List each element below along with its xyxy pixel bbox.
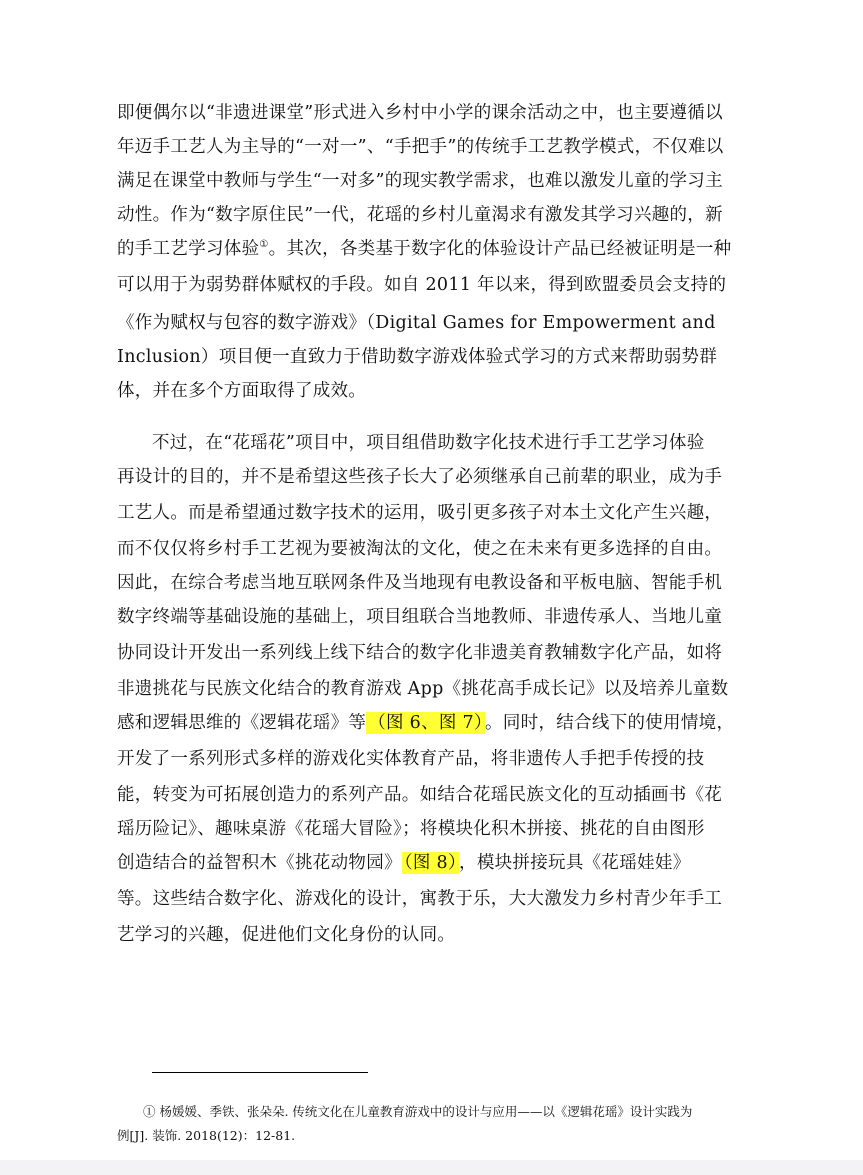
paragraph1-line-4: 动性。作为“数字原住民”一代，花瑶的乡村儿童渴求有激发其学习兴趣的，新 [117, 205, 723, 225]
paragraph2-line-3: 工艺人。而是希望通过数字技术的运用，吸引更多孩子对本土文化产生兴趣， [117, 503, 723, 523]
paragraph1-line-9: 体，并在多个方面取得了成效。 [117, 381, 367, 401]
paragraph2-line-13 [117, 846, 690, 880]
paragraph2-line-8: 非遗挑花与民族文化结合的教育游戏 App《挑花高手成长记》以及培养儿童数 [117, 679, 729, 699]
paragraph2-line-13-text: 创造结合的益智积木《挑花动物园》 [117, 853, 402, 873]
figure-reference-8[interactable]: （图 8） [403, 853, 458, 873]
paragraph1-line-5-rest: 。其次，各类基于数字化的体验设计产品已经被证明是一种 [268, 239, 732, 259]
paragraph2-line-12: 瑶历险记》、趣味桌游《花瑶大冒险》；将模块化积木拼接、挑花的自由图形 [117, 819, 705, 839]
paragraph2-line-7: 协同设计开发出一系列线上线下结合的数字化非遗美育教辅数字化产品，如将 [117, 643, 723, 663]
paragraph2-line-9-text: 感和逻辑思维的《逻辑花瑶》等 [117, 713, 367, 733]
paragraph2-line-13-rest: ，模块拼接玩具《花瑶娃娃》 [459, 853, 691, 873]
page-bottom-edge [0, 1160, 863, 1175]
paragraph1-line-6: 可以用于为弱势群体赋权的手段。如自 2011 年以来，得到欧盟委员会支持的 [117, 275, 727, 295]
paragraph1-line-5 [117, 232, 731, 266]
paragraph2-line-9 [117, 706, 734, 740]
figure-reference-6-7[interactable]: （图 6、图 7） [368, 713, 484, 733]
footnote-separator [152, 1072, 368, 1073]
paragraph1-line-1: 即便偶尔以“非遗进课堂”形式进入乡村中小学的课余活动之中，也主要遵循以 [117, 103, 723, 123]
paragraph2-line-4: 而不仅仅将乡村手工艺视为要被淘汰的文化，使之在未来有更多选择的自由。 [117, 539, 723, 559]
paragraph2-line-5: 因此，在综合考虑当地互联网条件及当地现有电教设备和平板电脑、智能手机 [117, 573, 723, 593]
paragraph2-line-1: 不过，在“花瑶花”项目中，项目组借助数字化技术进行手工艺学习体验 [152, 433, 705, 453]
paragraph1-line-3: 满足在课堂中教师与学生“一对多”的现实教学需求，也难以激发儿童的学习主 [117, 171, 723, 191]
paragraph2-line-11: 能，转变为可拓展创造力的系列产品。如结合花瑶民族文化的互动插画书《花 [117, 785, 723, 805]
paragraph1-line-7: 《作为赋权与包容的数字游戏》（Digital Games for Empowerment and [117, 313, 716, 333]
paragraph2-line-9-rest: 。同时，结合线下的使用情境， [485, 713, 735, 733]
paragraph1-line-8: Inclusion）项目便一直致力于借助数字游戏体验式学习的方式来帮助弱势群 [117, 347, 718, 367]
paragraph2-line-6: 数字终端等基础设施的基础上，项目组联合当地教师、非遗传承人、当地儿童 [117, 607, 723, 627]
footnote-line-1: ① 杨媛媛、季铁、张朵朵. 传统文化在儿童教育游戏中的设计与应用——以《逻辑花瑶》设计实践为 [143, 1104, 693, 1119]
paragraph1-line-2: 年迈手工艺人为主导的“一对一”、“手把手”的传统手工艺教学模式，不仅难以 [117, 137, 724, 157]
paragraph2-line-2: 再设计的目的，并不是希望这些孩子长大了必须继承自己前辈的职业，成为手 [117, 467, 723, 487]
footnote-reference[interactable]: ① [259, 239, 269, 251]
footnote-line-2: 例[J]. 装饰. 2018(12)：12-81. [117, 1128, 296, 1143]
paragraph2-line-15: 艺学习的兴趣，促进他们文化身份的认同。 [117, 925, 456, 945]
paragraph2-line-10: 开发了一系列形式多样的游戏化实体教育产品，将非遗传人手把手传授的技 [117, 749, 705, 769]
paragraph1-line-5-text: 的手工艺学习体验 [117, 239, 260, 259]
paragraph2-line-14: 等。这些结合数字化、游戏化的设计，寓教于乐，大大激发力乡村青少年手工 [117, 889, 723, 909]
